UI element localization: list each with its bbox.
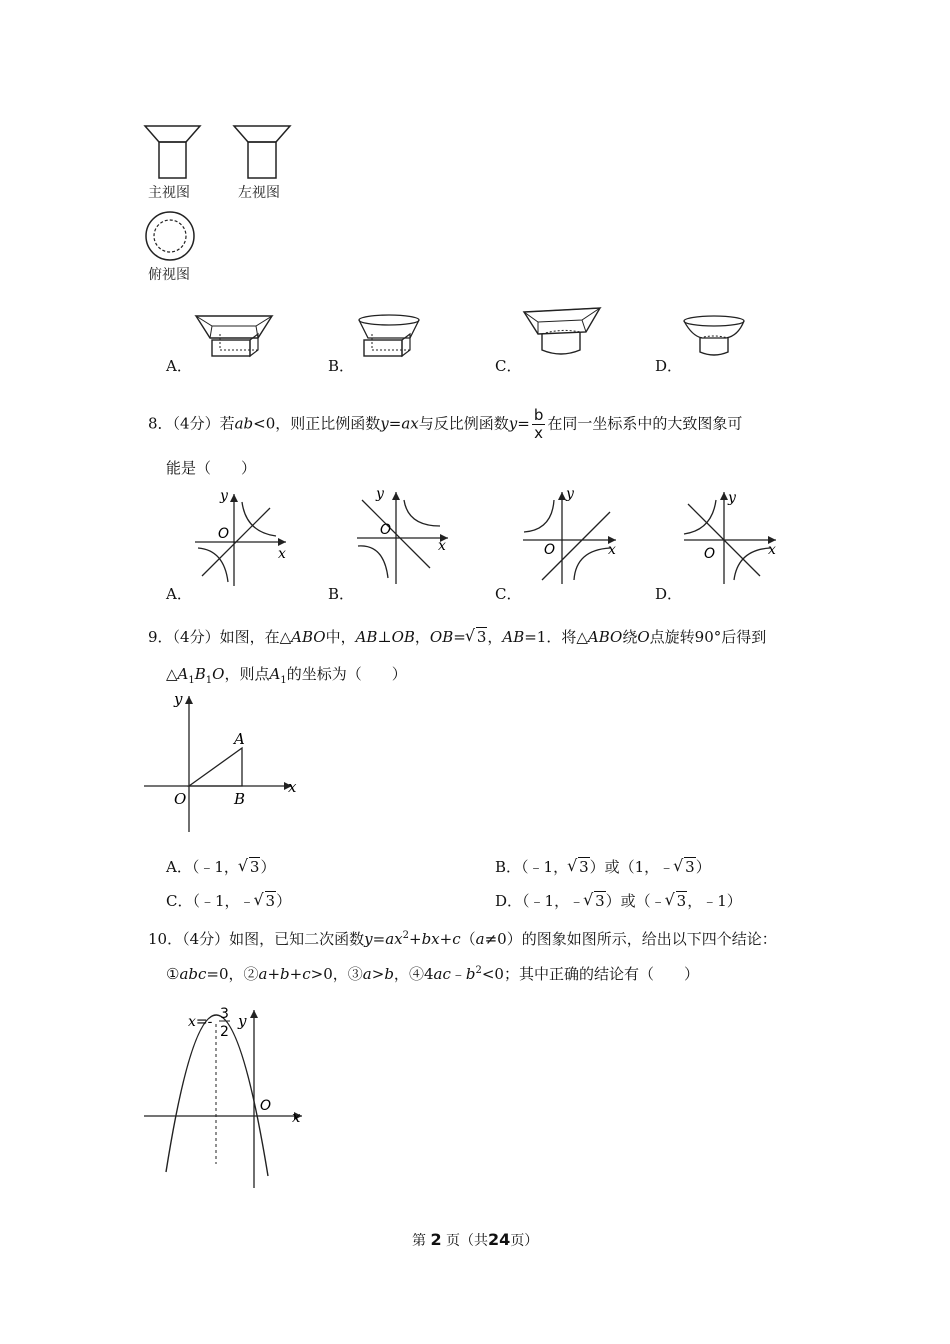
q10-var: b bbox=[384, 965, 394, 983]
q9-sub: 1 bbox=[188, 675, 195, 686]
axis-y: y bbox=[238, 1012, 247, 1030]
origin: O bbox=[380, 522, 392, 538]
axis-x: x bbox=[292, 1108, 301, 1126]
q8-option-c[interactable]: C． bbox=[495, 585, 522, 603]
q9-text: = bbox=[453, 628, 466, 646]
axis-x: x bbox=[608, 542, 616, 558]
q7-option-b[interactable]: B． bbox=[328, 357, 355, 375]
q9-option-b[interactable] bbox=[495, 856, 711, 877]
q9-text: △ bbox=[166, 665, 178, 683]
front-view-figure bbox=[140, 122, 210, 184]
q10-text: ﹣ bbox=[450, 965, 466, 983]
q10-var: b bbox=[465, 965, 476, 983]
q10-score: （4分） bbox=[182, 930, 230, 948]
q10-var: ac bbox=[433, 965, 451, 983]
axis-of-symmetry-label: x=- bbox=[188, 1014, 213, 1030]
q10-var: a+b+c bbox=[258, 965, 311, 983]
q8-var: ax bbox=[401, 414, 419, 433]
q10-var: abc bbox=[179, 965, 207, 983]
q8-var: y bbox=[380, 414, 389, 433]
q10-text: + bbox=[439, 930, 453, 948]
q9-triangle-figure bbox=[142, 690, 302, 836]
top-view-label: 俯视图 bbox=[148, 267, 190, 283]
axis-x: x bbox=[278, 546, 286, 562]
q10-var: bx bbox=[421, 930, 440, 948]
q9-opt-text: D．（﹣1，﹣ bbox=[495, 892, 585, 910]
axis-y: y bbox=[728, 490, 736, 506]
front-view-label: 主视图 bbox=[148, 185, 190, 201]
q10-text: + bbox=[409, 930, 422, 948]
q8-stem-line2: 能是（ ） bbox=[166, 459, 257, 477]
q9-root: 3 bbox=[595, 892, 605, 910]
q10-var: ax bbox=[385, 930, 403, 948]
q10-var: a bbox=[362, 965, 372, 983]
q9-score: （4分） bbox=[172, 628, 220, 646]
point-a: A bbox=[234, 730, 245, 748]
q9-sub: 1 bbox=[280, 675, 287, 686]
q9-root: 3 bbox=[579, 858, 589, 876]
q7-option-a-figure bbox=[192, 312, 276, 360]
q9-sqrt bbox=[675, 858, 696, 876]
q10-stem-line1 bbox=[148, 928, 777, 949]
origin: O bbox=[544, 542, 556, 558]
q9-var: A bbox=[269, 665, 281, 683]
q9-root: 3 bbox=[249, 858, 260, 876]
origin: O bbox=[218, 526, 230, 542]
q10-var: a bbox=[475, 930, 485, 948]
q9-text: =1．将△ bbox=[524, 628, 588, 646]
q8-stem-line1 bbox=[148, 407, 742, 442]
q9-sqrt bbox=[667, 892, 688, 910]
q9-root: 3 bbox=[676, 892, 687, 910]
q9-sqrt bbox=[585, 892, 606, 910]
q7-option-b-figure bbox=[354, 312, 424, 360]
origin: O bbox=[174, 790, 187, 808]
footer-text: 第 bbox=[412, 1233, 426, 1249]
q9-sqrt bbox=[569, 858, 590, 876]
q9-sqrt bbox=[467, 628, 488, 646]
q10-text: ， bbox=[393, 965, 409, 983]
q9-text: ， bbox=[414, 628, 430, 646]
q10-sup: 2 bbox=[402, 930, 409, 941]
left-view-figure bbox=[230, 122, 300, 184]
footer-text: 页） bbox=[510, 1233, 539, 1249]
q8-graph-b bbox=[352, 486, 452, 586]
q8-option-d[interactable]: D． bbox=[655, 585, 683, 603]
q7-option-a[interactable]: A． bbox=[166, 357, 192, 375]
q10-text: ≠0）的图象如图所示，给出以下四个结论： bbox=[484, 930, 777, 948]
q8-var: y bbox=[508, 414, 518, 433]
q9-var: ABO bbox=[291, 628, 326, 646]
q7-option-c-figure bbox=[520, 306, 604, 358]
q9-sqrt bbox=[240, 858, 261, 876]
q9-var: AB bbox=[502, 628, 525, 646]
q7-option-d[interactable]: D． bbox=[655, 357, 683, 375]
origin: O bbox=[704, 546, 716, 562]
q10-parabola-figure bbox=[142, 996, 312, 1192]
q9-option-c[interactable] bbox=[166, 890, 291, 911]
axis-x: x bbox=[768, 542, 776, 558]
q10-text: >0， bbox=[310, 965, 348, 983]
total-pages: 24 bbox=[488, 1230, 511, 1249]
axis-x: x bbox=[438, 538, 446, 554]
q9-var: O bbox=[637, 628, 650, 646]
q9-opt-text: A．（﹣1， bbox=[166, 858, 239, 876]
q9-root: 3 bbox=[265, 892, 276, 910]
q10-sup: 2 bbox=[475, 965, 482, 976]
q8-graph-a bbox=[190, 488, 290, 588]
fraction-numerator: 3 bbox=[220, 1006, 229, 1022]
q9-text: ⊥ bbox=[377, 628, 392, 646]
q9-sub: 1 bbox=[205, 675, 213, 686]
q8-frac-den: x bbox=[534, 424, 544, 442]
fraction-denominator: 2 bbox=[220, 1024, 229, 1040]
q10-text: ③ bbox=[347, 965, 363, 983]
q9-text: 中， bbox=[325, 628, 356, 646]
q9-text: 的坐标为（ ） bbox=[286, 665, 407, 683]
q9-number: 9． bbox=[148, 628, 173, 646]
q8-option-b[interactable]: B． bbox=[328, 585, 355, 603]
axis-x: x bbox=[288, 778, 297, 796]
q7-option-d-figure bbox=[680, 314, 750, 360]
origin: O bbox=[260, 1098, 272, 1114]
q8-graph-d bbox=[680, 486, 780, 586]
q10-stem-line2 bbox=[166, 963, 699, 984]
left-view-label: 左视图 bbox=[238, 185, 280, 201]
q9-text: ，则点 bbox=[224, 665, 270, 683]
q10-text: （ bbox=[460, 930, 476, 948]
q9-text: 如图，在△ bbox=[219, 628, 292, 646]
q8-text: 若 bbox=[219, 414, 235, 433]
axis-y: y bbox=[566, 486, 574, 502]
q9-opt-text: ） bbox=[276, 892, 292, 910]
q10-number: 10． bbox=[148, 930, 183, 948]
q10-text: > bbox=[371, 965, 385, 983]
q10-text: ① bbox=[166, 965, 180, 983]
q7-option-c[interactable]: C． bbox=[495, 357, 522, 375]
q9-var: B bbox=[194, 665, 206, 683]
q8-fraction bbox=[532, 407, 546, 442]
q10-text: <0；其中正确的结论有（ ） bbox=[481, 965, 699, 983]
q9-opt-text: C．（﹣1，﹣ bbox=[166, 892, 255, 910]
q9-opt-text: B．（﹣1， bbox=[495, 858, 569, 876]
q8-score: （4分） bbox=[172, 414, 220, 433]
q8-var: ab bbox=[234, 414, 254, 433]
q8-graph-c bbox=[518, 486, 622, 586]
q9-option-a[interactable] bbox=[166, 856, 275, 877]
q9-opt-text: ）或（﹣ bbox=[605, 892, 666, 910]
q10-text: ② bbox=[243, 965, 259, 983]
q9-text: 点旋转90°后得到 bbox=[649, 628, 767, 646]
q10-var: c bbox=[452, 930, 461, 948]
q9-text: 绕 bbox=[622, 628, 638, 646]
q9-stem-line2 bbox=[166, 663, 407, 686]
q10-text: 4 bbox=[423, 965, 434, 983]
q9-var: ABO bbox=[587, 628, 623, 646]
footer-text: 页（共 bbox=[446, 1233, 489, 1249]
q8-text: = bbox=[517, 414, 530, 433]
q10-text: ④ bbox=[408, 965, 424, 983]
q9-stem-line1 bbox=[148, 626, 766, 647]
axis-y: y bbox=[174, 690, 183, 708]
q10-var: y bbox=[364, 930, 373, 948]
q9-opt-text: ）或（1，﹣ bbox=[589, 858, 675, 876]
q9-option-d[interactable] bbox=[495, 890, 742, 911]
q9-sqrt bbox=[256, 892, 277, 910]
q9-root: 3 bbox=[685, 858, 695, 876]
page-number: 2 bbox=[430, 1230, 442, 1249]
q8-number: 8． bbox=[148, 414, 173, 433]
q9-text: ， bbox=[487, 628, 503, 646]
q8-text: <0，则正比例函数 bbox=[253, 414, 381, 433]
point-b: B bbox=[234, 790, 246, 808]
q10-text: =0， bbox=[206, 965, 244, 983]
q8-text: 与反比例函数 bbox=[418, 414, 509, 433]
top-view-figure bbox=[143, 210, 199, 266]
q8-option-a[interactable]: A． bbox=[166, 585, 192, 603]
q9-root: 3 bbox=[476, 628, 487, 646]
q9-var: A bbox=[177, 665, 189, 683]
axis-y: y bbox=[220, 488, 228, 504]
q10-text: = bbox=[372, 930, 386, 948]
axis-y: y bbox=[376, 486, 384, 502]
q9-var: AB bbox=[355, 628, 378, 646]
q8-text: 在同一坐标系中的大致图象可 bbox=[547, 414, 743, 433]
q9-var: O bbox=[212, 665, 225, 683]
q9-var: OB bbox=[391, 628, 415, 646]
page-footer bbox=[412, 1230, 538, 1250]
q8-frac-num: b bbox=[533, 406, 544, 424]
q8-text: = bbox=[388, 414, 402, 433]
q9-opt-text: ） bbox=[260, 858, 276, 876]
q9-var: OB bbox=[429, 628, 454, 646]
q10-text: 如图，已知二次函数 bbox=[229, 930, 365, 948]
q9-opt-text: ） bbox=[695, 858, 711, 876]
q9-opt-text: ，﹣1） bbox=[687, 892, 742, 910]
